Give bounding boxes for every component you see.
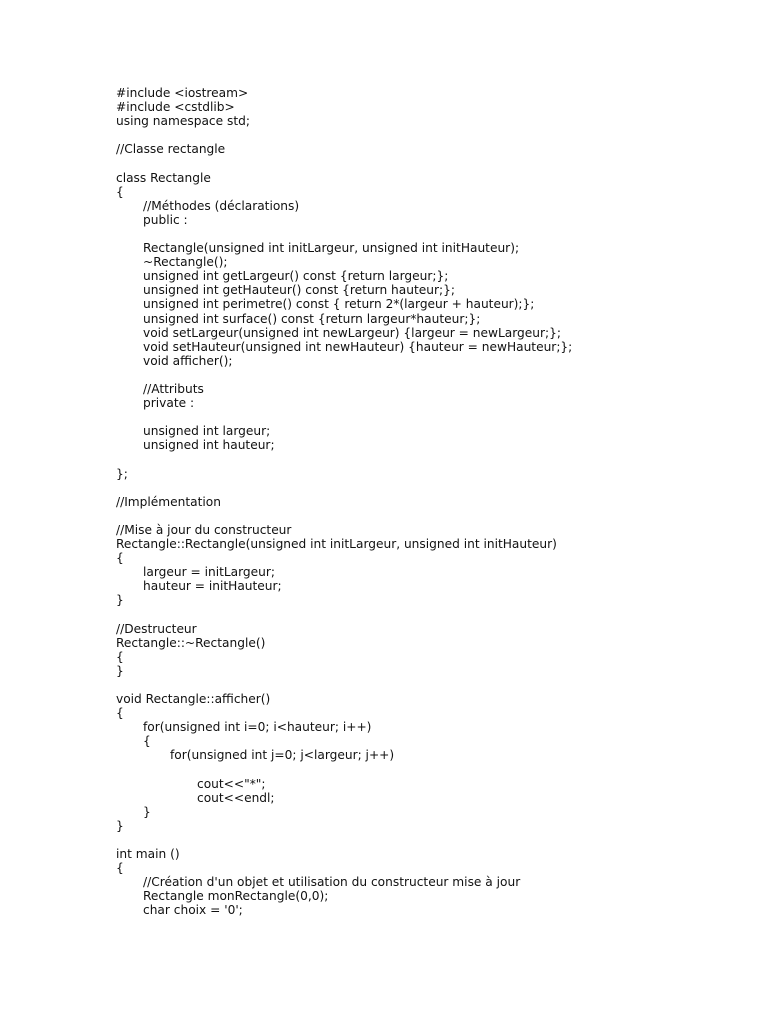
code-line: } — [143, 804, 151, 819]
code-line: //Attributs — [143, 381, 204, 396]
code-listing — [116, 86, 736, 918]
code-line: unsigned int getHauteur() const {return hauteur;}; — [143, 283, 455, 298]
code-line: #include <cstdlib> — [116, 100, 235, 115]
code-line — [116, 763, 736, 777]
code-line: for(unsigned int j=0; j<largeur; j++) — [170, 748, 395, 763]
code-line: Rectangle monRectangle(0,0); — [143, 889, 329, 904]
code-line: ~Rectangle(); — [143, 255, 228, 270]
code-line: private : — [143, 396, 195, 411]
code-line: #include <iostream> — [116, 86, 249, 100]
code-line: cout<<endl; — [197, 790, 275, 805]
code-line: { — [116, 551, 124, 566]
code-line: int main () — [116, 847, 180, 862]
code-line: hauteur = initHauteur; — [143, 579, 282, 594]
code-line — [116, 509, 736, 523]
code-line: //Mise à jour du constructeur — [116, 522, 292, 537]
code-line: //Destructeur — [116, 621, 197, 636]
code-line: void setHauteur(unsigned int newHauteur) {hauteur = newHauteur;}; — [143, 339, 573, 354]
code-line: { — [116, 184, 124, 199]
code-line — [116, 452, 736, 466]
code-line: Rectangle(unsigned int initLargeur, unsigned int initHauteur); — [143, 241, 520, 256]
code-line — [116, 156, 736, 170]
code-line: void setLargeur(unsigned int newLargeur) {largeur = newLargeur;}; — [143, 325, 561, 340]
code-line: //Création d'un objet et utilisation du constructeur mise à jour — [143, 875, 521, 890]
code-line: Rectangle::Rectangle(unsigned int initLargeur, unsigned int initHauteur) — [116, 537, 557, 551]
code-line — [116, 678, 736, 692]
code-line: unsigned int surface() const {return largeur*hauteur;}; — [143, 311, 481, 326]
code-line: largeur = initLargeur; — [143, 565, 275, 580]
code-line: void afficher(); — [143, 353, 233, 368]
code-line: for(unsigned int i=0; i<hauteur; i++) — [143, 720, 372, 735]
code-line: public : — [143, 212, 188, 227]
code-line: { — [116, 706, 124, 721]
code-line — [116, 607, 736, 621]
code-line: { — [116, 649, 124, 664]
code-line: } — [116, 593, 124, 608]
code-line — [116, 481, 736, 495]
code-line — [116, 128, 736, 142]
code-line: { — [143, 734, 151, 749]
code-line — [116, 227, 736, 241]
code-line: //Méthodes (déclarations) — [143, 198, 300, 213]
code-line: void Rectangle::afficher() — [116, 692, 271, 707]
code-line: unsigned int getLargeur() const {return largeur;}; — [143, 269, 449, 284]
code-line: { — [116, 861, 124, 876]
code-line: using namespace std; — [116, 114, 250, 129]
code-line: unsigned int largeur; — [143, 424, 271, 439]
code-line: cout<<"*"; — [197, 776, 266, 791]
code-line: } — [116, 663, 124, 678]
code-line: Rectangle::~Rectangle() — [116, 635, 266, 650]
code-line: //Classe rectangle — [116, 142, 226, 157]
code-line: char choix = '0'; — [143, 903, 243, 918]
code-line — [116, 368, 736, 382]
code-line: }; — [116, 466, 128, 481]
code-line: unsigned int hauteur; — [143, 438, 275, 453]
code-line: unsigned int perimetre() const { return 2*(largeur + hauteur);}; — [143, 297, 535, 312]
code-line: } — [116, 818, 124, 833]
code-line: class Rectangle — [116, 170, 211, 185]
code-line: //Implémentation — [116, 494, 221, 509]
code-line — [116, 410, 736, 424]
code-line — [116, 833, 736, 847]
